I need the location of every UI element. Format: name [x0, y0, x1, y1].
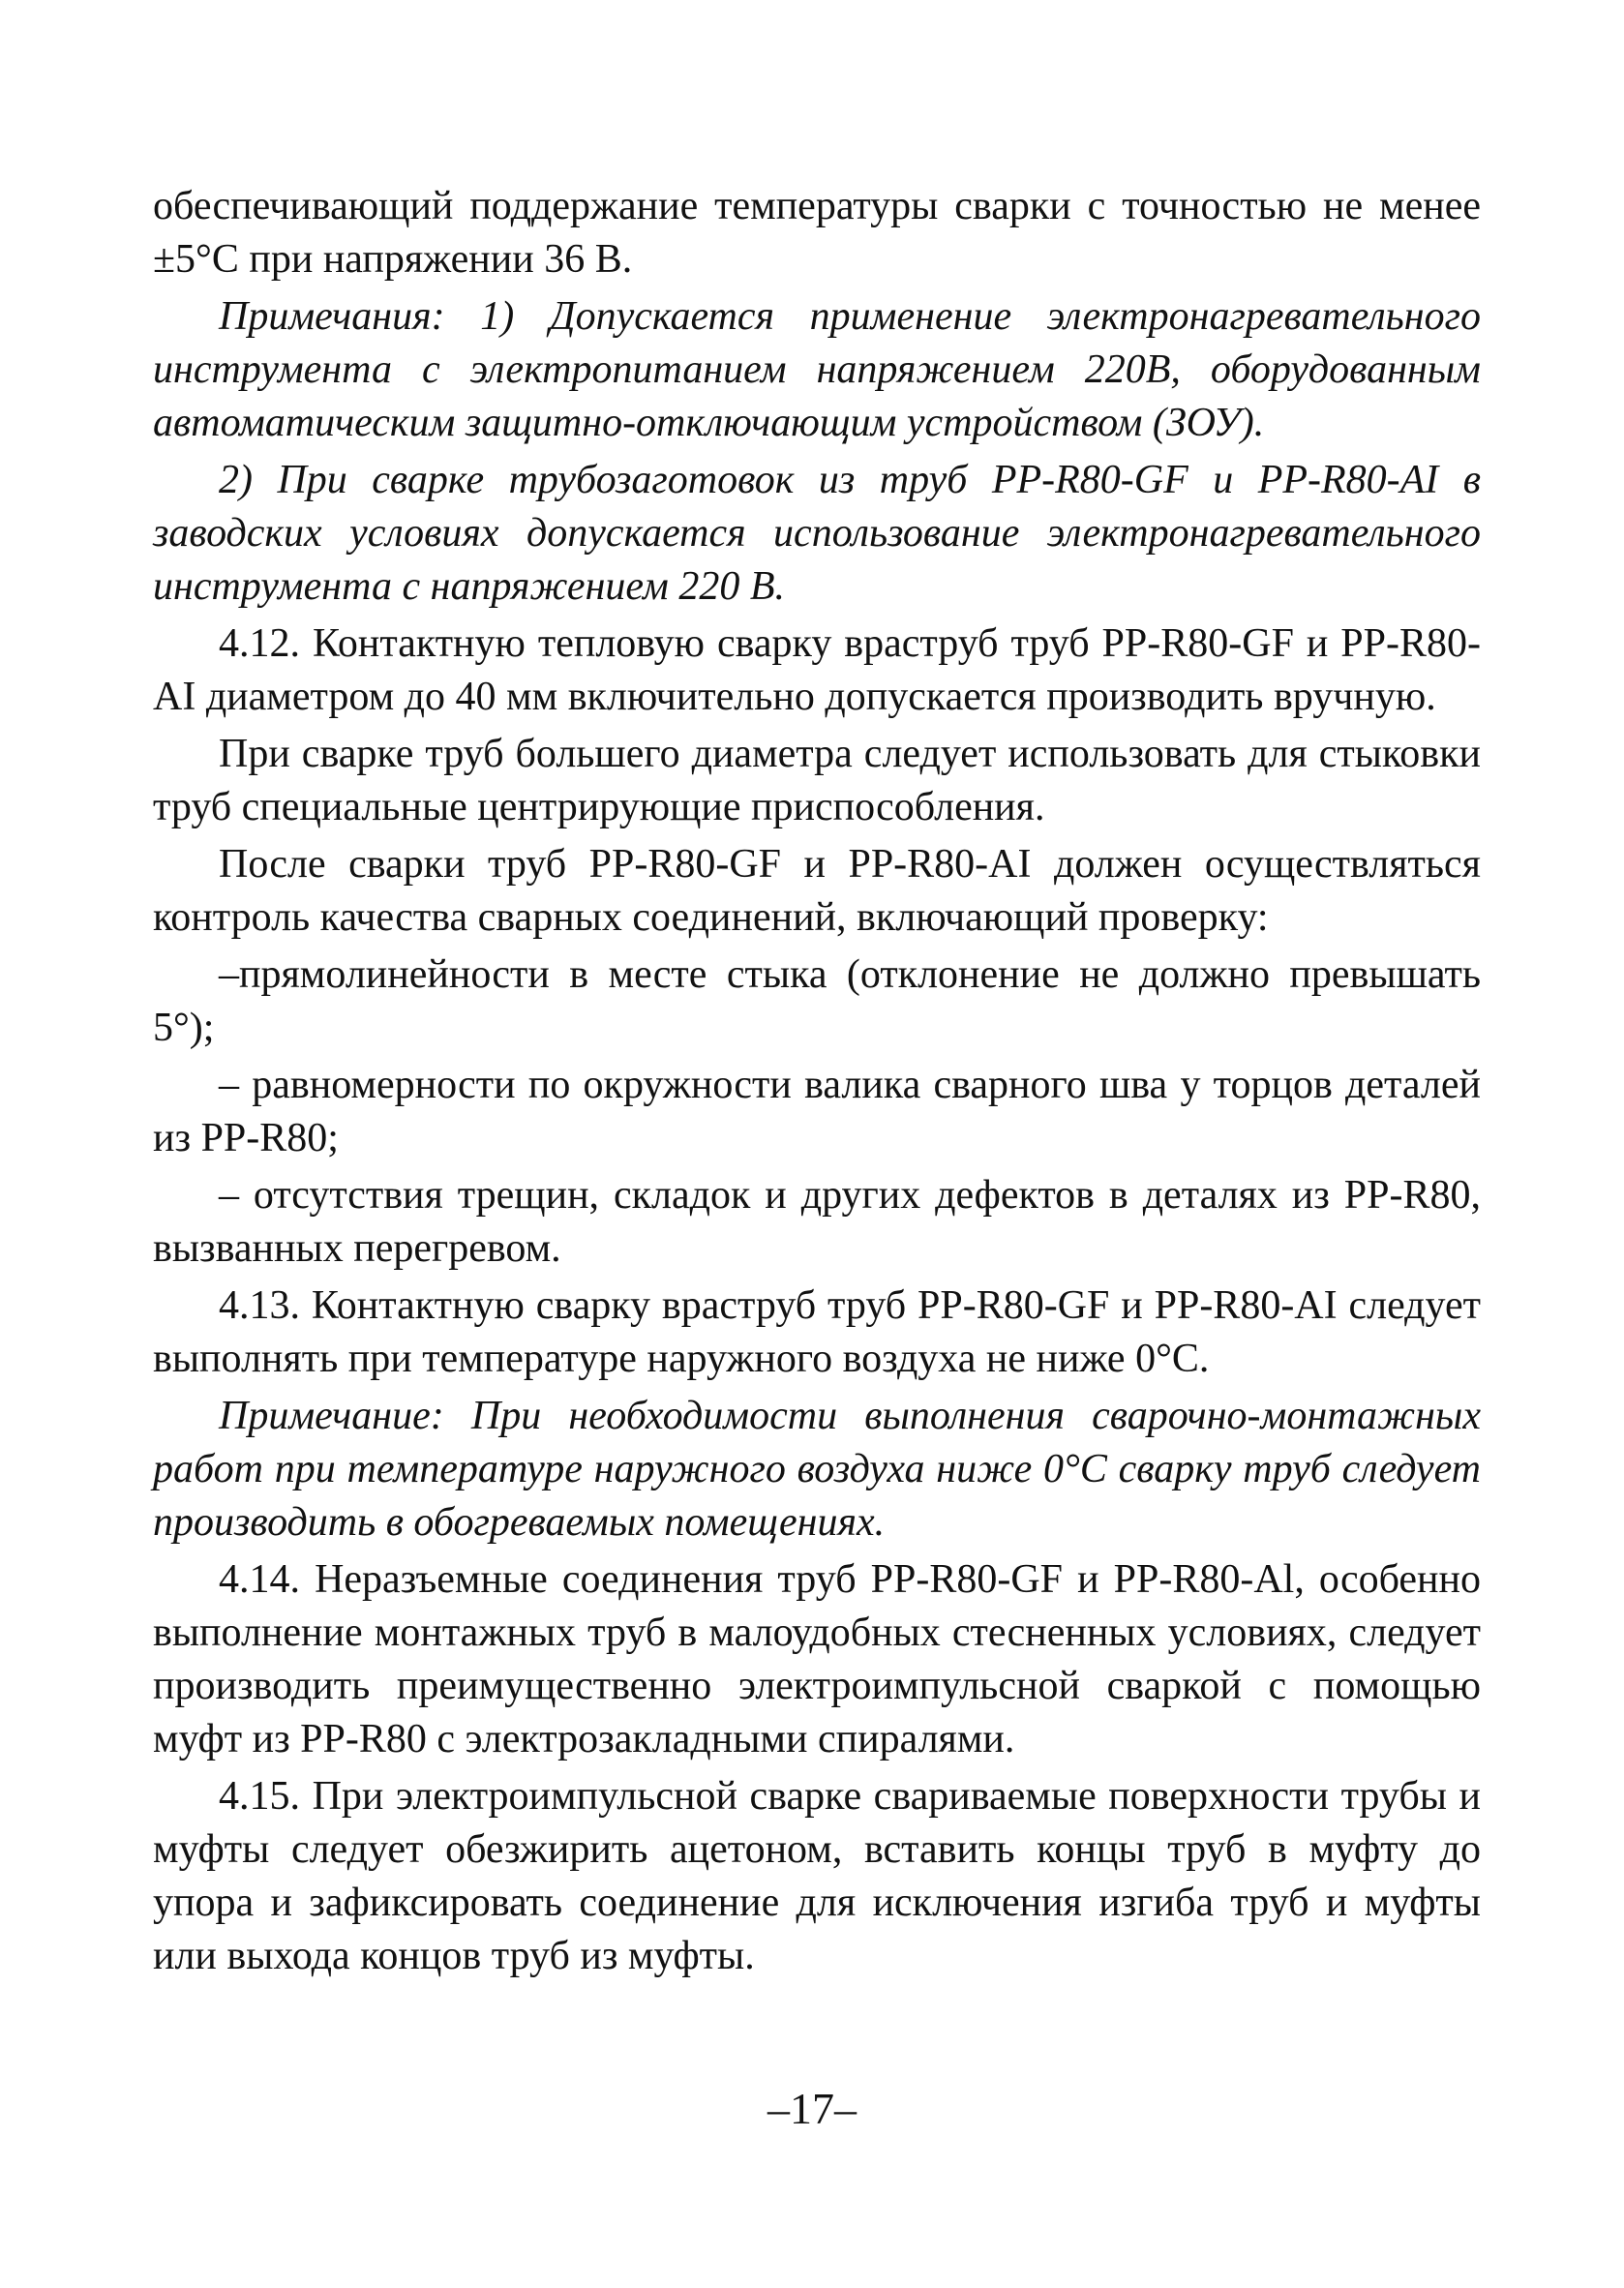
- paragraph-larger-diameter: При сварке труб большего диаметра следует использовать для стыковки труб специальные центрирующие приспособления.: [153, 732, 1481, 829]
- paragraph-4-14: 4.14. Неразъемные соединения труб PP-R80-GF и PP-R80-Al, особенно выполнение монтажных труб в малоудобных стесненных условиях, следует производить преимущественно электроимпульсной сваркой с помощью муфт из PP-R80 с электрозакладными спиралями.: [153, 1557, 1481, 1761]
- note-3: Примечание: При необходимости выполнения сварочно-монтажных работ при температуре наружного воздуха ниже 0°С сварку труб следует производить в обогреваемых помещениях.: [153, 1394, 1481, 1545]
- paragraph-4-13: 4.13. Контактную сварку враструб труб PP-R80-GF и PP-R80-AI следует выполнять при температуре наружного воздуха не ниже 0°С.: [153, 1283, 1481, 1381]
- paragraph-after-welding: После сварки труб PP-R80-GF и PP-R80-AI должен осуществляться контроль качества сварных соединений, включающий проверку:: [153, 842, 1481, 940]
- page-number: –17–: [767, 2084, 857, 2133]
- paragraph-4-12: 4.12. Контактную тепловую сварку враструб труб PP-R80-GF и PP-R80-AI диаметром до 40 мм включительно допускается производить вручную.: [153, 621, 1481, 719]
- paragraph-4-15: 4.15. При электроимпульсной сварке свариваемые поверхности трубы и муфты следует обезжирить ацетоном, вставить концы труб в муфту до упора и зафиксировать соединение для исключения изгиба труб и муфты или выхода концов труб из муфты.: [153, 1774, 1481, 1978]
- paragraph-continuation: обеспечивающий поддержание температуры сварки с точностью не менее ±5°С при напряжении 36 В.: [153, 184, 1481, 282]
- document-body: [153, 180, 1481, 1983]
- note-2: 2) При сварке трубозаготовок из труб PP-R80-GF и PP-R80-AI в заводских условиях допускается использование электронагревательного инструмента с напряжением 220 В.: [153, 458, 1481, 609]
- note-1: Примечания: 1) Допускается применение электронагревательного инструмента с электропитанием напряжением 220В, оборудованным автоматическим защитно-отключающим устройством (ЗОУ).: [153, 294, 1481, 445]
- check-item-uniformity: – равномерности по окружности валика сварного шва у торцов деталей из PP-R80;: [153, 1063, 1481, 1160]
- check-item-defects: – отсутствия трещин, складок и других дефектов в деталях из PP-R80, вызванных перегревом.: [153, 1173, 1481, 1271]
- check-item-straightness: –прямолинейности в месте стыка (отклонение не должно превышать 5°);: [153, 952, 1481, 1050]
